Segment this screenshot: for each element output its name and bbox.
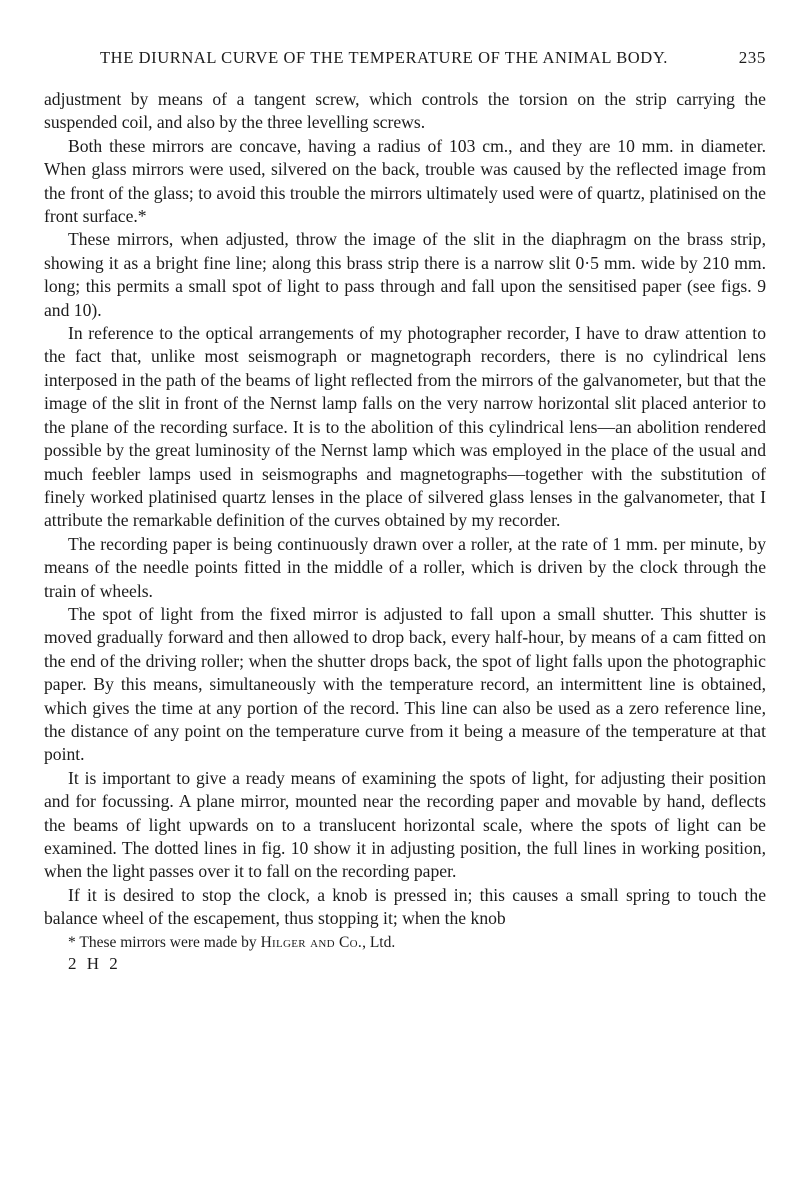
signature-mark: 2 H 2 (68, 953, 121, 973)
footnote-text-end: , Ltd. (362, 933, 396, 951)
paragraph: It is important to give a ready means of examining the spots of light, for adjusting their position and for focussing. A plane mirror, mounted near the recording paper and movable by hand, deflects the beams of light upwards on to a translucent horizontal scale, where the spots of light can be examined. The dotted lines in fig. 10 show it in adjusting position, the full lines in working position, when the light passes over it to fall on the recording paper. (44, 767, 766, 882)
paragraph: adjustment by means of a tangent screw, which controls the torsion on the strip carrying the suspended coil, and also by the three levelling screws. (44, 89, 766, 133)
footnote-maker: Hilger and Co. (260, 933, 363, 951)
footnote-text: These mirrors were made by (79, 933, 261, 951)
page-number: 235 (738, 48, 766, 67)
running-title: THE DIURNAL CURVE OF THE TEMPERATURE OF THE ANIMAL BODY. (100, 48, 668, 67)
paragraph: Both these mirrors are concave, having a radius of 103 cm., and they are 10 mm. in diameter. When glass mirrors were used, silvered on the back, trouble was caused by the reflected image from the front of the glass; to avoid this trouble the mirrors ultimately used were of quartz, platinised on the front surface.* (44, 135, 766, 227)
paragraph: These mirrors, when adjusted, throw the image of the slit in the diaphragm on the brass strip, showing it as a bright fine line; along this brass strip there is a narrow slit 0·5 mm. wide by 210 mm. long; this permits a small spot of light to pass through and fall upon the sensitised paper (see figs. 9 and 10). (44, 229, 766, 320)
footnote-marker: * (68, 933, 76, 951)
paragraph: In reference to the optical arrangements of my photographer recorder, I have to draw attention to the fact that, unlike most seismograph or magnetograph recorders, there is no cylindrical lens interposed in the path of the beams of light reflected from the mirrors of the galvanometer, but that the image of the slit in front of the Nernst lamp falls on the very narrow horizontal slit placed anterior to the plane of the recording surface. It is to the abolition of this cylindrical lens—an abolition rendered possible by the great luminosity of the Nernst lamp which was employed in the place of the usual and much feebler lamps used in seismographs and magnetographs—together with the substitution of finely worked platinised quartz lenses in the place of silvered glass lenses in the galvanometer, that I attribute the remarkable definition of the curves obtained by my recorder. (44, 323, 766, 531)
footnote (44, 932, 766, 953)
running-header (100, 48, 766, 88)
paragraph: The recording paper is being continuously drawn over a roller, at the rate of 1 mm. per minute, by means of the needle points fitted in the middle of a roller, which is driven by the clock through the train of wheels. (44, 533, 766, 601)
paragraph: The spot of light from the fixed mirror is adjusted to fall upon a small shutter. This shutter is moved gradually forward and then allowed to drop back, every half-hour, by means of a cam fitted on the end of the driving roller; when the shutter drops back, the spot of light falls upon the photographic paper. By this means, simultaneously with the temperature record, an intermittent line is obtained, which gives the time at any portion of the record. This line can also be used as a zero reference line, the distance of any point on the temperature curve from it being a measure of the temperature at that point. (44, 603, 766, 765)
paragraph: If it is desired to stop the clock, a knob is pressed in; this causes a small spring to touch the balance wheel of the escapement, thus stopping it; when the knob (44, 884, 766, 929)
body-text (44, 88, 766, 931)
